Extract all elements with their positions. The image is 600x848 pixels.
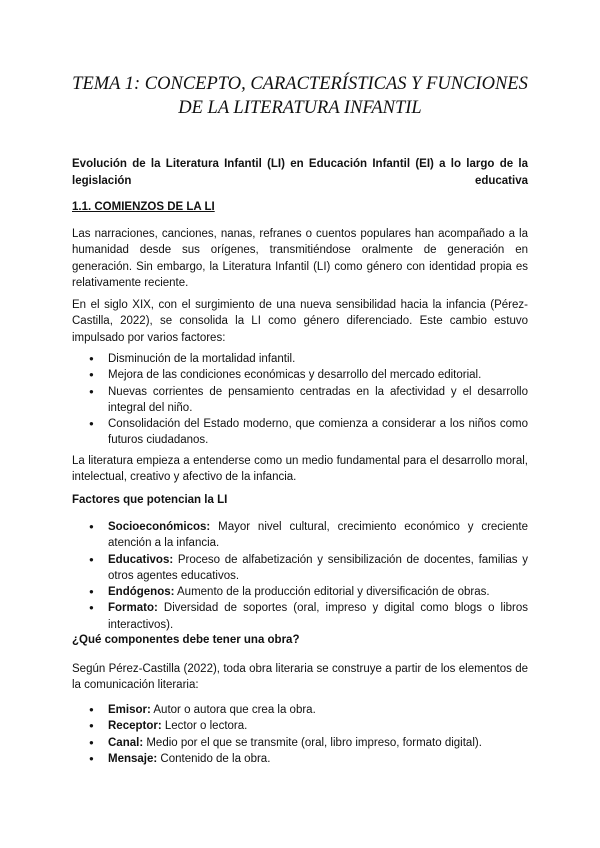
list-term: Endógenos:	[108, 586, 175, 599]
paragraph-siglo-xix: En el siglo XIX, con el surgimiento de una nueva sensibilidad hacia la infancia (Pérez-Castilla, 2022), se consolida la LI como género diferenciado. Este cambio estuvo impulsado por varios factores:	[72, 299, 528, 344]
list-text: Aumento de la producción editorial y diversificación de obras.	[174, 586, 490, 599]
list-term: Socioeconómicos:	[108, 521, 211, 533]
list-item	[72, 702, 528, 718]
list-item: ● Mejora de las condiciones económicas y desarrollo del mercado editorial.	[72, 367, 528, 383]
list-item: ● Nuevas corrientes de pensamiento centradas en la afectividad y el desarrollo integral del niño.	[72, 384, 528, 417]
list-text: Proceso de alfabetización y sensibilización de docentes, familias y otros agentes educativos.	[108, 553, 528, 582]
paragraph-development: La literatura empieza a entenderse como un medio fundamental para el desarrollo moral, intelectual, creativo y afectivo de la infancia.	[72, 455, 528, 484]
list-term: Mensaje:	[108, 752, 158, 765]
factores-heading: Factores que potencian la LI	[72, 494, 228, 506]
subtitle: Evolución de la Literatura Infantil (LI) en Educación Infantil (EI) a lo largo de la legislación educativa	[72, 158, 528, 187]
list-term: Emisor:	[108, 704, 151, 716]
factors-list	[72, 351, 528, 449]
list-item	[72, 584, 528, 600]
list-item: ● Consolidación del Estado moderno, que comienza a considerar a los niños como futuros ciudadanos.	[72, 416, 528, 449]
title-line-1: TEMA 1: CONCEPTO, CARACTERÍSTICAS Y FUNCIONES	[72, 74, 528, 94]
paragraph-components: Según Pérez-Castilla (2022), toda obra literaria se construye a partir de los elementos de la comunicación literaria:	[72, 663, 528, 692]
list-term: Canal:	[108, 736, 144, 749]
componentes-heading: ¿Qué componentes debe tener una obra?	[72, 634, 300, 646]
title-line-2: DE LA LITERATURA INFANTIL	[178, 98, 422, 118]
list-item: ● Disminución de la mortalidad infantil.	[72, 351, 528, 367]
paragraph-origins: Las narraciones, canciones, nanas, refranes o cuentos populares han acompañado a la humanidad desde sus orígenes, transmitiéndose oralmente de generación en generación. Sin embargo, la Literatura Infantil (LI) como género con identidad propia es relativamente reciente.	[72, 228, 528, 289]
list-text: Lector o lectora.	[161, 720, 248, 733]
list-item	[72, 735, 528, 751]
list-term: Educativos:	[108, 553, 174, 566]
list-item	[72, 600, 528, 633]
section-heading-comienzos: 1.1. COMIENZOS DE LA LI	[72, 201, 215, 213]
list-item	[72, 552, 528, 585]
componentes-list	[72, 702, 528, 767]
list-term: Receptor:	[108, 720, 162, 733]
list-text: Medio por el que se transmite (oral, libro impreso, formato digital).	[143, 736, 482, 749]
list-text: Contenido de la obra.	[157, 752, 271, 765]
list-item	[72, 519, 528, 552]
list-item	[72, 718, 528, 734]
document-title	[56, 72, 544, 120]
list-text: Diversidad de soportes (oral, impreso y digital como blogs o libros interactivos).	[108, 602, 528, 631]
factores-list	[72, 519, 528, 633]
list-term: Formato:	[108, 602, 158, 615]
list-text: Autor o autora que crea la obra.	[150, 704, 316, 716]
list-text: Mayor nivel cultural, crecimiento económico y creciente atención a la infancia.	[108, 521, 528, 550]
list-item	[72, 751, 528, 767]
